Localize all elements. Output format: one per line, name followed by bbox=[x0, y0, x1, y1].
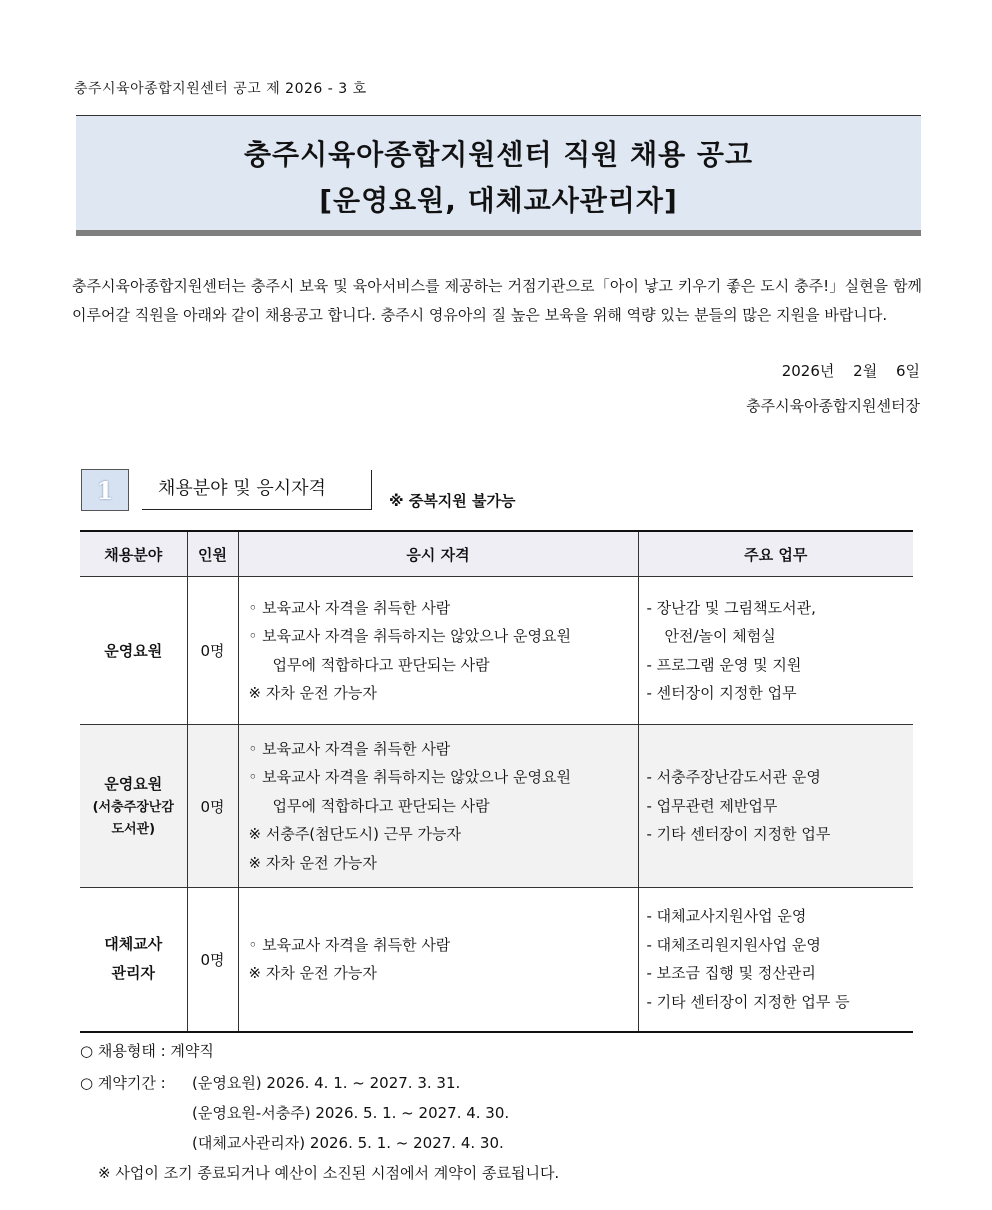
contract-period-item: (운영요원) 2026. 4. 1. ~ 2027. 3. 31. bbox=[192, 1074, 461, 1092]
recruitment-table bbox=[80, 530, 913, 1033]
row-field bbox=[80, 725, 187, 888]
table-row bbox=[80, 577, 913, 725]
row-field bbox=[80, 577, 187, 725]
contract-period-label: ○ 계약기간 : bbox=[80, 1074, 166, 1092]
row-qualifications bbox=[238, 725, 638, 888]
page-subtitle: [운영요원, 대체교사관리자] bbox=[319, 184, 678, 217]
duty-item: - 프로그램 운영 및 지원 bbox=[646, 655, 802, 674]
title-banner bbox=[76, 115, 921, 236]
duty-item: - 업무관련 제반업무 bbox=[646, 796, 778, 815]
row-duties bbox=[638, 725, 913, 888]
header-qualifications: 응시 자격 bbox=[238, 531, 638, 577]
duty-item: - 대체조리원지원사업 운영 bbox=[646, 935, 821, 954]
notice-date: 2026년 2월 6일 bbox=[781, 362, 920, 380]
qualification-item: ※ 자차 운전 가능자 bbox=[248, 853, 377, 872]
qualification-item: ◦ 보육교사 자격을 취득한 사람 bbox=[248, 935, 451, 954]
row-duties bbox=[638, 577, 913, 725]
duty-item: - 서충주장난감도서관 운영 bbox=[646, 768, 821, 787]
notice-number: 충주시육아종합지원센터 공고 제 2026 - 3 호 bbox=[74, 81, 367, 97]
row-qualifications bbox=[238, 888, 638, 1032]
header-field: 채용분야 bbox=[80, 531, 187, 577]
row-duties bbox=[638, 888, 913, 1032]
page-title: 충주시육아종합지원센터 직원 채용 공고 bbox=[243, 138, 754, 171]
row-field-name: 대체교사 관리자 bbox=[104, 935, 163, 983]
duty-item: - 기타 센터장이 지정한 업무 bbox=[646, 825, 831, 844]
duty-item: - 기타 센터장이 지정한 업무 등 bbox=[646, 992, 850, 1011]
duty-item: - 대체교사지원사업 운영 bbox=[646, 907, 807, 926]
row-field-name: 운영요원 bbox=[104, 775, 163, 793]
intro-paragraph: 충주시육아종합지원센터는 충주시 보육 및 육아서비스를 제공하는 거점기관으로「아이 낳고 키우기 좋은 도시 충주!」실현을 함께 이루어갈 직원을 아래와 같이 채용공고 합니다. 충주시 영유아의 질 높은 보육을 위해 역량 있는 분들의 많은 지원을 바랍니다. bbox=[72, 277, 922, 324]
duty-item: - 센터장이 지정한 업무 bbox=[646, 684, 797, 702]
footnote: ※ 사업이 조기 종료되거나 예산이 소진된 시점에서 계약이 종료됩니다. bbox=[98, 1164, 560, 1182]
duty-item: - 보조금 집행 및 정산관리 bbox=[646, 964, 816, 983]
section-note: ※ 중복지원 불가능 bbox=[389, 492, 516, 510]
row-field-sub: (서충주장난감 도서관) bbox=[92, 800, 174, 837]
row-qualifications bbox=[238, 577, 638, 725]
row-count: 0명 bbox=[187, 888, 238, 1032]
table-header-row bbox=[80, 531, 913, 577]
table-row bbox=[80, 888, 913, 1032]
qualification-item: ※ 서충주(첨단도시) 근무 가능자 bbox=[248, 825, 461, 844]
qualification-item: ◦ 보육교사 자격을 취득하지는 않았으나 운영요원 bbox=[248, 768, 571, 787]
employment-type: ○ 채용형태 : 계약직 bbox=[80, 1042, 214, 1060]
row-count: 0명 bbox=[187, 577, 238, 725]
header-count: 인원 bbox=[187, 531, 238, 577]
issuer: 충주시육아종합지원센터장 bbox=[746, 397, 920, 415]
qualification-item: ◦ 보육교사 자격을 취득한 사람 bbox=[248, 739, 451, 758]
contract-period-item: (대체교사관리자) 2026. 5. 1. ~ 2027. 4. 30. bbox=[192, 1134, 504, 1152]
qualification-item: ◦ 보육교사 자격을 취득한 사람 bbox=[248, 598, 451, 617]
section-title: 채용분야 및 응시자격 bbox=[142, 470, 372, 510]
row-field-name: 운영요원 bbox=[104, 642, 163, 660]
section-number-badge: 1 bbox=[81, 469, 129, 511]
contract-period-item: (운영요원-서충주) 2026. 5. 1. ~ 2027. 4. 30. bbox=[192, 1104, 510, 1122]
table-row bbox=[80, 725, 913, 888]
duty-item: - 장난감 및 그림책도서관, bbox=[646, 598, 816, 617]
header-duties: 주요 업무 bbox=[638, 531, 913, 577]
row-count: 0명 bbox=[187, 725, 238, 888]
qualification-item: ※ 자차 운전 가능자 bbox=[248, 964, 377, 983]
qualification-item: 업무에 적합하다고 판단되는 사람 bbox=[272, 796, 490, 815]
row-field bbox=[80, 888, 187, 1032]
qualification-item: ※ 자차 운전 가능자 bbox=[248, 684, 377, 702]
qualification-item: ◦ 보육교사 자격을 취득하지는 않았으나 운영요원 bbox=[248, 627, 571, 645]
duty-item: 안전/놀이 체험실 bbox=[664, 627, 776, 645]
qualification-item: 업무에 적합하다고 판단되는 사람 bbox=[272, 655, 490, 674]
